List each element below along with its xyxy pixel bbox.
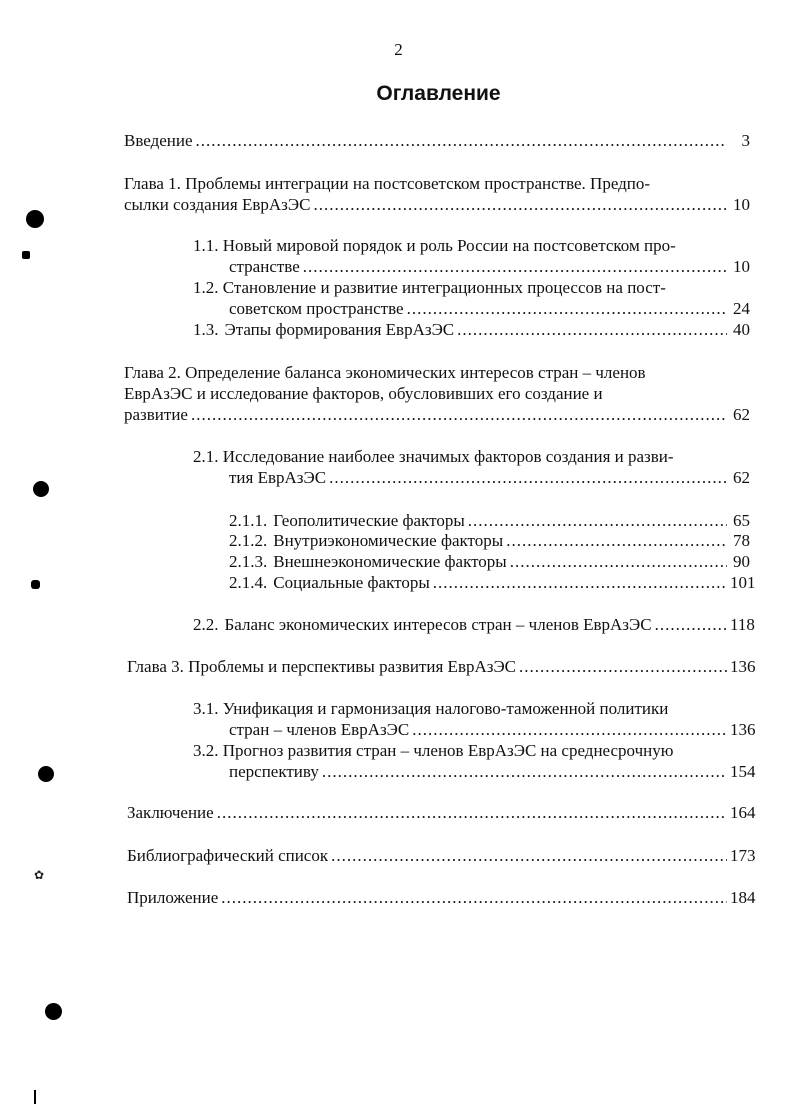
toc-entry-2-1-2 — [229, 530, 750, 552]
toc-entry-page: 184 — [730, 888, 756, 907]
binder-hole-mark — [45, 1003, 62, 1020]
leader-dots — [468, 510, 727, 532]
scan-speck — [34, 1090, 36, 1104]
leader-dots — [191, 404, 727, 426]
toc-entry-3-1 — [193, 698, 668, 720]
leader-dots — [322, 761, 727, 783]
toc-entry-page: 3 — [741, 131, 750, 150]
leader-dots — [655, 614, 727, 636]
toc-entry-label: Прогноз развития стран – членов ЕврАзЭС на среднесрочную — [222, 741, 674, 760]
leader-dots — [313, 194, 727, 216]
toc-entry-page: 136 — [730, 657, 756, 676]
toc-entry-number: 3.2. — [193, 741, 219, 760]
page-title: Оглавление — [376, 82, 501, 105]
binder-hole-mark — [38, 766, 54, 782]
toc-entry-label: Геополитические факторы — [273, 511, 465, 530]
toc-entry-number: 2.1.2. — [229, 531, 268, 550]
toc-entry-label: Приложение — [127, 888, 219, 907]
toc-entry-label: Баланс экономических интересов стран – членов ЕврАзЭС — [224, 615, 652, 634]
toc-entry-1-1 — [193, 235, 676, 257]
toc-entry-1-2-cont — [229, 298, 750, 320]
toc-entry-page: 24 — [733, 299, 750, 318]
toc-entry-page: 10 — [733, 257, 750, 276]
toc-entry-3-2-cont — [229, 761, 756, 783]
toc-entry-page: 164 — [730, 803, 756, 822]
toc-entry-conclusion — [127, 802, 756, 824]
toc-entry-chapter-2-cont — [124, 383, 603, 405]
leader-dots — [407, 298, 727, 320]
toc-entry-label: тия ЕврАзЭС — [229, 468, 327, 487]
page-number: 2 — [394, 40, 403, 59]
toc-entry-2-1-3 — [229, 551, 750, 573]
toc-entry-1-3 — [193, 319, 750, 341]
toc-entry-page: 90 — [733, 552, 750, 571]
toc-entry-label: Исследование наиболее значимых факторов создания и разви- — [222, 447, 674, 466]
toc-entry-label: Глава 2. Определение баланса экономических интересов стран – членов — [124, 363, 646, 382]
leader-dots — [217, 802, 727, 824]
toc-entry-2-1-4 — [229, 572, 756, 594]
leader-dots — [457, 319, 727, 341]
toc-entry-number: 2.1.3. — [229, 552, 268, 571]
toc-entry-label: Внутриэкономические факторы — [273, 531, 504, 550]
leader-dots — [519, 656, 727, 678]
toc-entry-page: 40 — [733, 320, 750, 339]
scan-speck — [22, 251, 30, 259]
toc-entry-3-1-cont — [229, 719, 756, 741]
toc-entry-chapter-3 — [127, 656, 756, 678]
toc-entry-page: 118 — [730, 615, 755, 634]
toc-entry-chapter-1-cont — [124, 194, 750, 216]
toc-entry-label: развитие — [124, 405, 188, 424]
binder-hole-mark — [26, 210, 44, 228]
toc-entry-page: 154 — [730, 762, 756, 781]
toc-entry-1-1-cont — [229, 256, 750, 278]
toc-entry-number: 2.1. — [193, 447, 219, 466]
leader-dots — [221, 887, 727, 909]
toc-entry-number: 2.1.4. — [229, 573, 268, 592]
toc-entry-number: 1.2. — [193, 278, 219, 297]
leader-dots — [329, 467, 727, 489]
toc-entry-label: советском пространстве — [229, 299, 404, 318]
toc-entry-label: Внешнеэкономические факторы — [273, 552, 507, 571]
leader-dots — [196, 130, 727, 152]
toc-entry-label: Социальные факторы — [273, 573, 430, 592]
toc-entry-label: Новый мировой порядок и роль России на постсоветском про- — [222, 236, 676, 255]
toc-entry-label: Становление и развитие интеграционных процессов на пост- — [222, 278, 666, 297]
leader-dots — [433, 572, 727, 594]
toc-entry-label: странстве — [229, 257, 300, 276]
toc-entry-2-2 — [193, 614, 755, 636]
leader-dots — [331, 845, 727, 867]
toc-entry-label: стран – членов ЕврАзЭС — [229, 720, 410, 739]
toc-entry-1-2 — [193, 277, 666, 299]
toc-entry-chapter-1 — [124, 173, 750, 195]
toc-entry-number: 1.3. — [193, 320, 219, 339]
binder-hole-mark — [33, 481, 49, 497]
toc-entry-appendix — [127, 887, 756, 909]
toc-entry-chapter-2 — [124, 362, 646, 384]
leader-dots — [303, 256, 727, 278]
toc-entry-number: 2.1.1. — [229, 511, 268, 530]
toc-entry-label: сылки создания ЕврАзЭС — [124, 195, 311, 214]
toc-entry-2-1 — [193, 446, 674, 468]
toc-entry-number: 3.1. — [193, 699, 219, 718]
toc-entry-label: Заключение — [127, 803, 214, 822]
toc-entry-page: 101 — [730, 573, 756, 592]
toc-entry-page: 62 — [733, 405, 750, 424]
toc-entry-page: 173 — [730, 846, 756, 865]
toc-entry-page: 136 — [730, 720, 756, 739]
toc-entry-number: 1.1. — [193, 236, 219, 255]
toc-entry-3-2 — [193, 740, 673, 762]
leader-dots — [412, 719, 727, 741]
leader-dots — [506, 530, 727, 552]
toc-entry-label: Библиографический список — [127, 846, 329, 865]
toc-entry-page: 62 — [733, 468, 750, 487]
toc-entry-intro — [124, 130, 750, 152]
toc-entry-page: 10 — [733, 195, 750, 214]
toc-entry-label: Унификация и гармонизация налогово-таможенной политики — [222, 699, 669, 718]
toc-entry-label: ЕврАзЭС и исследование факторов, обусловивших его создание и — [124, 384, 603, 403]
scan-speck: ✿ — [34, 868, 45, 882]
scan-speck — [31, 580, 40, 589]
toc-entry-2-1-1 — [229, 510, 750, 532]
toc-entry-label: Этапы формирования ЕврАзЭС — [224, 320, 455, 339]
toc-entry-2-1-cont — [229, 467, 750, 489]
toc-entry-number: 2.2. — [193, 615, 219, 634]
toc-entry-page: 65 — [733, 511, 750, 530]
toc-entry-bibliography — [127, 845, 756, 867]
toc-entry-chapter-2-end — [124, 404, 750, 426]
toc-entry-label: перспективу — [229, 762, 319, 781]
toc-entry-label: Глава 1. Проблемы интеграции на постсоветском пространстве. Предпо- — [124, 174, 651, 193]
leader-dots — [510, 551, 727, 573]
toc-entry-label: Глава 3. Проблемы и перспективы развития ЕврАзЭС — [127, 657, 517, 676]
toc-entry-label: Введение — [124, 131, 193, 150]
toc-entry-page: 78 — [733, 531, 750, 550]
